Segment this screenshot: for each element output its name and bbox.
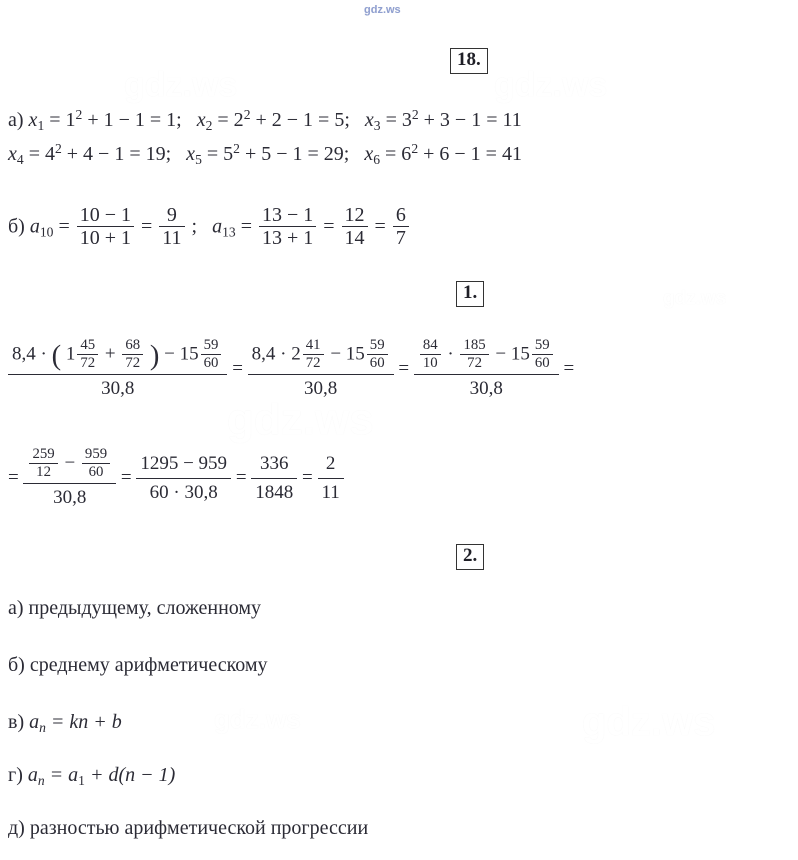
minus-15: − 15 xyxy=(330,343,365,365)
x5-pow: 2 xyxy=(233,141,240,156)
idx-n: n xyxy=(37,772,45,788)
denominator: 60 xyxy=(201,354,222,372)
numerator: 9 xyxy=(166,204,177,226)
fraction-13-1-over-13-1 xyxy=(259,204,316,250)
fraction-59-over-60 xyxy=(201,337,222,371)
denominator: 12 xyxy=(29,463,57,481)
watermark-3: gdz.ws xyxy=(663,288,727,309)
watermark-header: gdz.ws xyxy=(364,4,401,16)
numerator: 13 − 1 xyxy=(261,204,314,226)
x3-rest: + 3 − 1 = 11 xyxy=(423,109,522,132)
x6-expr: = 6 xyxy=(385,143,412,166)
x4-pow: 2 xyxy=(54,141,62,156)
numerator: 59 xyxy=(534,337,550,354)
paren-close: ) xyxy=(149,340,160,372)
numerator: 59 xyxy=(203,337,219,354)
idx-x5: 5 xyxy=(195,151,202,167)
idx-1: 1 xyxy=(78,772,85,788)
task18-line-b xyxy=(8,205,411,251)
coef: 8,4 · 2 xyxy=(251,343,301,365)
eq-0: = xyxy=(8,466,19,488)
var-x2: x xyxy=(196,109,206,132)
task2-item-v xyxy=(8,712,122,734)
task18-line-a2 xyxy=(8,142,522,166)
fraction-part xyxy=(77,337,98,371)
watermark-2: gdz.ws xyxy=(494,66,608,104)
watermark-1: gdz.ws xyxy=(124,66,238,104)
dot-operator: · xyxy=(447,343,454,365)
item-label: а) xyxy=(8,597,24,619)
exercise-number-1: 1. xyxy=(456,281,484,307)
item-label: д) xyxy=(8,817,25,839)
fraction-259-over-12 xyxy=(29,446,57,480)
numerator: 2 xyxy=(325,453,336,475)
task1-row-2 xyxy=(8,447,344,510)
compound-fraction-1 xyxy=(8,338,227,401)
denominator: 13 + 1 xyxy=(259,226,316,249)
denominator: 1848 xyxy=(251,478,297,505)
item-label: г) xyxy=(8,764,23,786)
var-x1: x xyxy=(28,109,38,132)
idx-x6: 6 xyxy=(373,151,381,167)
denominator: 72 xyxy=(303,354,324,372)
plus-sign: + xyxy=(104,343,116,365)
denominator: 30,8 xyxy=(8,374,227,401)
numerator: 45 xyxy=(80,337,96,354)
fraction-59-over-60 xyxy=(367,337,388,371)
item-label: б) xyxy=(8,654,25,676)
fraction-41-over-72 xyxy=(303,337,324,371)
task2-item-a xyxy=(8,598,261,618)
compound-fraction-4 xyxy=(23,447,116,510)
minus-15: − 15 xyxy=(495,343,530,365)
var-a: a xyxy=(29,711,40,733)
fraction-84-over-10 xyxy=(420,337,441,371)
numerator xyxy=(414,338,559,374)
denominator: 30,8 xyxy=(248,374,394,401)
paren-open: ( xyxy=(51,340,62,372)
fraction-6-over-7 xyxy=(393,204,409,250)
numerator: 259 xyxy=(32,446,55,463)
mixed-number-1 xyxy=(66,338,100,372)
task18-line-a1 xyxy=(8,108,522,132)
integer-part: 1 xyxy=(65,343,76,365)
denominator: 7 xyxy=(393,226,409,249)
numerator xyxy=(248,338,394,374)
eq-3: = xyxy=(240,215,252,238)
var-x4: x xyxy=(8,143,17,166)
denominator: 14 xyxy=(342,226,368,249)
item-text: разностью арифметической прогрессии xyxy=(29,817,369,839)
minus-sign: − xyxy=(64,452,76,474)
item-text: среднему арифметическому xyxy=(29,654,268,676)
denominator: 30,8 xyxy=(23,483,116,510)
idx-a13: 13 xyxy=(222,224,236,240)
denominator: 11 xyxy=(159,226,184,249)
fraction-185-over-72 xyxy=(460,337,488,371)
var-a13: a xyxy=(212,215,223,238)
var-a: a xyxy=(27,764,38,786)
idx-x1: 1 xyxy=(37,117,45,133)
idx-x2: 2 xyxy=(205,117,213,133)
denominator: 60 xyxy=(532,354,553,372)
numerator: 84 xyxy=(422,337,438,354)
idx-a10: 10 xyxy=(39,224,54,240)
fraction-336-over-1848 xyxy=(251,452,297,505)
item-label: в) xyxy=(8,711,25,733)
eq-1: = xyxy=(58,215,70,238)
numerator: 6 xyxy=(395,204,406,226)
compound-fraction-3 xyxy=(414,338,559,401)
label-a: а) xyxy=(8,109,24,132)
watermark-5: gdz.ws xyxy=(214,704,301,734)
eq-4: = xyxy=(323,215,335,238)
compound-fraction-2 xyxy=(248,338,394,401)
x2-pow: 2 xyxy=(243,107,251,122)
fraction-68-over-72 xyxy=(122,337,143,371)
var-a10: a xyxy=(29,215,40,238)
x5-expr: = 5 xyxy=(206,143,234,166)
x6-rest: + 6 − 1 = 41 xyxy=(423,143,522,166)
denominator: 11 xyxy=(318,478,344,505)
eq-3: = xyxy=(563,357,575,379)
fraction-959-over-60 xyxy=(82,446,110,480)
denominator: 60 xyxy=(367,354,388,372)
idx-n: n xyxy=(39,719,46,735)
fraction-9-over-11 xyxy=(159,204,184,250)
x3-pow: 2 xyxy=(411,107,419,122)
minus-15: − 15 xyxy=(164,343,199,365)
x1-expr: = 1 xyxy=(49,109,76,132)
task2-item-d xyxy=(8,818,368,838)
item-text: предыдущему, сложенному xyxy=(28,597,262,619)
fraction-10-1-over-10-1 xyxy=(77,204,134,250)
numerator xyxy=(8,338,227,374)
numerator: 10 − 1 xyxy=(79,204,131,226)
var-x3: x xyxy=(364,109,374,132)
denominator: 10 xyxy=(420,354,441,372)
denominator: 60 · 30,8 xyxy=(136,478,231,505)
x2-rest: + 2 − 1 = 5; xyxy=(255,109,350,132)
denominator: 10 + 1 xyxy=(77,226,134,249)
numerator: 12 xyxy=(344,204,365,226)
fraction-1295-959-over-60-30-8 xyxy=(136,452,231,505)
numerator: 41 xyxy=(305,337,321,354)
x5-rest: + 5 − 1 = 29; xyxy=(244,143,350,166)
task2-item-g xyxy=(8,765,175,787)
x6-pow: 2 xyxy=(411,141,419,156)
fraction-12-over-14 xyxy=(342,204,368,250)
x3-expr: = 3 xyxy=(385,109,412,132)
denominator: 72 xyxy=(460,354,488,372)
eq-1: = xyxy=(120,466,132,488)
numerator: 185 xyxy=(463,337,486,354)
label-b: б) xyxy=(8,215,25,238)
formula-tail: + d(n − 1) xyxy=(89,764,176,786)
numerator: 959 xyxy=(84,446,108,463)
watermark-4: gdz.ws xyxy=(227,395,374,444)
idx-x3: 3 xyxy=(373,117,381,133)
watermark-6: gdz.ws xyxy=(582,700,716,744)
denominator: 60 xyxy=(82,463,110,481)
eq-2: = xyxy=(235,466,247,488)
x2-expr: = 2 xyxy=(217,109,244,132)
eq-2: = xyxy=(141,215,153,238)
numerator xyxy=(23,447,116,483)
task2-item-b xyxy=(8,655,268,675)
idx-x4: 4 xyxy=(16,151,24,167)
denominator: 72 xyxy=(77,354,98,372)
denominator: 30,8 xyxy=(414,374,559,401)
x1-pow: 2 xyxy=(75,107,83,122)
x4-rest: + 4 − 1 = 19; xyxy=(66,143,172,166)
numerator: 336 xyxy=(260,453,289,475)
eq-2: = xyxy=(398,357,410,379)
semicolon: ; xyxy=(191,215,198,238)
formula-body: = a xyxy=(49,764,79,786)
eq-3: = xyxy=(302,466,313,488)
numerator: 68 xyxy=(125,337,141,354)
coef: 8,4 · xyxy=(12,343,47,365)
fraction-59-over-60 xyxy=(532,337,553,371)
fraction-2-over-11 xyxy=(318,452,344,505)
exercise-number-2: 2. xyxy=(456,544,484,570)
eq-5: = xyxy=(374,215,386,238)
x4-expr: = 4 xyxy=(28,143,55,166)
exercise-number-18: 18. xyxy=(450,48,488,74)
x1-rest: + 1 − 1 = 1; xyxy=(87,109,182,132)
task1-row-1 xyxy=(8,338,574,401)
formula-body: = kn + b xyxy=(50,711,122,733)
numerator: 1295 − 959 xyxy=(140,453,228,475)
var-x5: x xyxy=(186,143,196,166)
var-x6: x xyxy=(364,143,374,166)
eq-1: = xyxy=(232,357,243,379)
numerator: 59 xyxy=(369,337,385,354)
denominator: 72 xyxy=(122,354,143,372)
